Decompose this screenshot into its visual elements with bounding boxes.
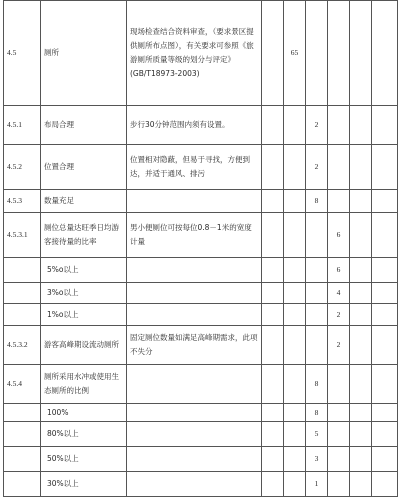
table-row — [4, 283, 398, 304]
table-row — [4, 404, 398, 422]
table-row — [4, 304, 398, 326]
score-cell — [350, 106, 372, 145]
scoring-table — [3, 0, 398, 497]
score-cell — [284, 283, 306, 304]
score-cell — [372, 283, 398, 304]
score-cell — [284, 304, 306, 326]
score-cell — [262, 365, 284, 404]
item-name: 30%以上 — [41, 472, 127, 497]
table-row — [4, 106, 398, 145]
score-cell — [284, 190, 306, 213]
item-code: 4.5.4 — [4, 365, 41, 404]
item-name: 50%以上 — [41, 447, 127, 472]
score-cell: 6 — [328, 213, 350, 258]
item-code — [4, 472, 41, 497]
table-row — [4, 365, 398, 404]
item-code — [4, 447, 41, 472]
item-code: 4.5 — [4, 1, 41, 106]
score-cell — [328, 422, 350, 447]
item-condition — [127, 190, 262, 213]
score-cell — [372, 326, 398, 365]
score-cell — [262, 283, 284, 304]
item-condition: 步行30分钟范围内须有设置。 — [127, 106, 262, 145]
table-row — [4, 326, 398, 365]
item-condition — [127, 404, 262, 422]
score-cell — [262, 190, 284, 213]
item-code: 4.5.2 — [4, 145, 41, 190]
score-cell — [306, 283, 328, 304]
item-name: 1%o以上 — [41, 304, 127, 326]
score-cell — [372, 145, 398, 190]
score-cell — [262, 106, 284, 145]
score-cell — [350, 422, 372, 447]
score-cell — [328, 365, 350, 404]
score-cell — [262, 1, 284, 106]
item-condition — [127, 447, 262, 472]
score-cell — [372, 213, 398, 258]
score-cell — [328, 106, 350, 145]
score-cell — [372, 106, 398, 145]
score-cell — [284, 404, 306, 422]
score-cell — [262, 404, 284, 422]
table-row — [4, 1, 398, 106]
score-cell — [350, 365, 372, 404]
item-condition — [127, 283, 262, 304]
score-cell — [350, 283, 372, 304]
item-code — [4, 283, 41, 304]
score-cell — [306, 258, 328, 283]
score-cell — [328, 190, 350, 213]
score-cell — [350, 326, 372, 365]
item-name: 厕所 — [41, 1, 127, 106]
score-cell — [328, 1, 350, 106]
item-code — [4, 404, 41, 422]
score-cell — [328, 404, 350, 422]
score-cell — [284, 365, 306, 404]
item-code — [4, 422, 41, 447]
score-cell — [372, 304, 398, 326]
score-cell — [262, 447, 284, 472]
score-cell: 5 — [306, 422, 328, 447]
score-cell — [284, 472, 306, 497]
score-cell — [262, 145, 284, 190]
score-cell — [350, 258, 372, 283]
score-cell: 65 — [284, 1, 306, 106]
score-cell: 8 — [306, 404, 328, 422]
table-row — [4, 213, 398, 258]
table-row — [4, 190, 398, 213]
score-cell — [306, 1, 328, 106]
item-code: 4.5.3.2 — [4, 326, 41, 365]
item-code: 4.5.3 — [4, 190, 41, 213]
score-cell — [350, 304, 372, 326]
score-cell — [262, 326, 284, 365]
item-code: 4.5.3.1 — [4, 213, 41, 258]
score-cell — [350, 145, 372, 190]
table-row — [4, 145, 398, 190]
item-name: 80%以上 — [41, 422, 127, 447]
score-cell — [372, 404, 398, 422]
score-cell: 4 — [328, 283, 350, 304]
score-cell — [306, 326, 328, 365]
score-cell: 8 — [306, 190, 328, 213]
item-name: 100% — [41, 404, 127, 422]
score-cell — [284, 422, 306, 447]
score-cell — [350, 1, 372, 106]
item-name: 数量充足 — [41, 190, 127, 213]
score-cell — [372, 258, 398, 283]
score-cell — [262, 472, 284, 497]
item-name: 游客高峰期设流动厕所 — [41, 326, 127, 365]
score-cell — [328, 472, 350, 497]
score-cell — [284, 447, 306, 472]
item-condition — [127, 472, 262, 497]
item-condition — [127, 422, 262, 447]
score-cell — [372, 1, 398, 106]
score-cell — [372, 472, 398, 497]
score-cell — [350, 190, 372, 213]
table-row — [4, 447, 398, 472]
score-cell: 2 — [306, 145, 328, 190]
score-cell — [262, 304, 284, 326]
item-condition — [127, 304, 262, 326]
score-cell — [372, 365, 398, 404]
score-cell — [284, 258, 306, 283]
score-cell — [328, 447, 350, 472]
item-name: 厕所采用水冲或使用生态厕所的比例 — [41, 365, 127, 404]
score-cell — [262, 213, 284, 258]
score-cell — [306, 304, 328, 326]
item-condition: 位置相对隐蔽，但易于寻找，方便到达，并适于通风、排污 — [127, 145, 262, 190]
score-cell — [262, 258, 284, 283]
score-cell — [328, 145, 350, 190]
table-row — [4, 472, 398, 497]
score-cell — [262, 422, 284, 447]
score-cell: 3 — [306, 447, 328, 472]
score-cell — [284, 326, 306, 365]
score-cell — [350, 404, 372, 422]
item-name: 5%o以上 — [41, 258, 127, 283]
item-condition — [127, 365, 262, 404]
item-name: 位置合理 — [41, 145, 127, 190]
score-cell — [372, 190, 398, 213]
item-name: 厕位总量达旺季日均游客接待量的比率 — [41, 213, 127, 258]
score-cell — [284, 145, 306, 190]
item-name: 布局合理 — [41, 106, 127, 145]
score-cell — [350, 472, 372, 497]
score-cell — [372, 422, 398, 447]
item-code — [4, 258, 41, 283]
score-cell — [284, 213, 306, 258]
score-cell — [284, 106, 306, 145]
table-row — [4, 422, 398, 447]
score-cell: 2 — [328, 304, 350, 326]
item-code — [4, 304, 41, 326]
score-cell — [350, 447, 372, 472]
score-cell: 1 — [306, 472, 328, 497]
item-condition: 男小便厕位可按每位0.8－1米的宽度计量 — [127, 213, 262, 258]
score-cell: 2 — [328, 326, 350, 365]
score-cell: 8 — [306, 365, 328, 404]
item-condition — [127, 258, 262, 283]
item-name: 3%o以上 — [41, 283, 127, 304]
score-cell — [350, 213, 372, 258]
score-cell: 6 — [328, 258, 350, 283]
score-cell — [306, 213, 328, 258]
score-cell: 2 — [306, 106, 328, 145]
score-cell — [372, 447, 398, 472]
item-condition: 现场检查结合资料审查，（要求景区提供厕所布点图），有关要求可参照《旅游厕所质量等级的划分与评定》(GB/T18973-2003) — [127, 1, 262, 106]
item-condition: 固定厕位数量如满足高峰期需求，此项不失分 — [127, 326, 262, 365]
item-code: 4.5.1 — [4, 106, 41, 145]
table-row — [4, 258, 398, 283]
